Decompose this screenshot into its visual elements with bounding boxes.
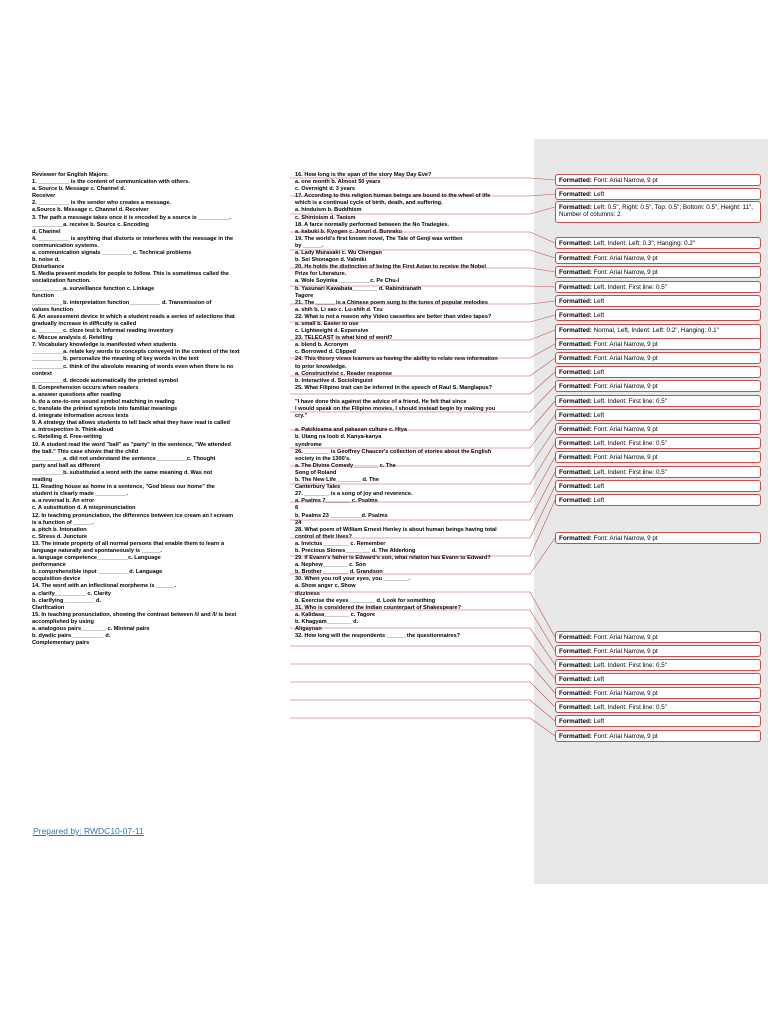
comment-balloon[interactable] bbox=[555, 281, 761, 293]
comment-text: Font: Arial Narrow, 9 pt bbox=[591, 341, 658, 348]
text-line: 8. Comprehension occurs when readers bbox=[32, 384, 139, 391]
text-line: b. The New Life________ d. The bbox=[295, 477, 379, 484]
text-line: 27. ________ is a song of joy and reverence. bbox=[295, 491, 413, 498]
text-line: b. Psalms 23 __________d. Psalms bbox=[295, 512, 388, 519]
text-line: 16. How long is the span of the story May Day Eve? bbox=[295, 172, 432, 178]
comment-label: Formatted: bbox=[559, 634, 592, 641]
comment-text: Font: Arial Narrow, 9 pt bbox=[591, 355, 658, 362]
text-line: a. communication signals __________c. Technical problems bbox=[32, 250, 192, 257]
text-line: c. Stress d. Juncture bbox=[32, 533, 88, 540]
text-line: d. Channel bbox=[32, 228, 61, 235]
text-line: Receiver bbox=[32, 193, 56, 200]
comment-label: Formatted: bbox=[559, 718, 592, 725]
text-line: 7. Vocabulary knowledge is manifested when students bbox=[32, 342, 177, 349]
comment-label: Formatted: bbox=[559, 704, 592, 711]
comment-label: Formatted: bbox=[559, 204, 592, 211]
text-line: __________a. did not understand the sentence__________c. Thought bbox=[32, 455, 216, 462]
text-line: Clarification bbox=[32, 604, 65, 611]
text-line: acquisition device bbox=[32, 576, 81, 583]
text-line: b. Brother ________ d. Grandson bbox=[295, 569, 383, 576]
comment-label: Formatted: bbox=[559, 440, 592, 447]
text-line bbox=[295, 420, 531, 427]
text-line: language naturally and spontaneously is ______. bbox=[32, 547, 162, 554]
comment-balloon[interactable] bbox=[555, 494, 761, 506]
text-line: Complementary pairs bbox=[32, 640, 90, 647]
comment-text: Left bbox=[591, 718, 605, 725]
text-line: 11. Reading house as home in a sentence, "God bless our home" the bbox=[32, 484, 215, 491]
text-line: 29. If Evann's father is Edward's son, what relation has Evann to Edward? bbox=[295, 555, 491, 562]
text-line: c. Lightweight d. Expensive bbox=[295, 328, 369, 335]
comment-balloon[interactable] bbox=[555, 451, 761, 463]
comment-balloon[interactable] bbox=[555, 645, 761, 657]
comment-text: Font: Arial Narrow, 9 pt bbox=[591, 426, 658, 433]
text-line: 13. The innate property of all normal persons that enable them to learn a bbox=[32, 540, 225, 547]
text-line: a. Pakikisama and pakasan culture c. Hiya bbox=[295, 427, 407, 434]
comment-balloon[interactable] bbox=[555, 480, 761, 492]
text-line: Aligaynan bbox=[295, 626, 322, 632]
text-line: a. blend b. Acronym bbox=[295, 342, 349, 349]
comment-balloon[interactable] bbox=[555, 338, 761, 350]
text-line: b. clarifying__________ d. bbox=[32, 597, 102, 604]
comment-text: Font: Arial Narrow, 9 pt bbox=[591, 454, 658, 461]
comment-label: Formatted: bbox=[559, 191, 592, 198]
comment-balloon[interactable] bbox=[555, 309, 761, 321]
text-line: __________d. decode automatically the printed symbol bbox=[32, 377, 179, 384]
text-line: 5. Media present models for people to follow. This is sometimes called the bbox=[32, 271, 229, 278]
text-line: 30. When you roll your eyes, you ________. bbox=[295, 576, 411, 583]
text-line: __________c. think of the absolute meaning of words even when there is no bbox=[32, 363, 234, 370]
comment-balloon[interactable] bbox=[555, 188, 761, 200]
text-line: __________a. surveillance function c. Linkage bbox=[32, 285, 155, 292]
comment-label: Formatted: bbox=[559, 327, 592, 334]
comment-label: Formatted: bbox=[559, 284, 592, 291]
text-line: a. clarify__________ c. Clarity bbox=[32, 590, 111, 597]
text-line: accomplished by using bbox=[32, 618, 94, 625]
text-line: dizziness bbox=[295, 590, 320, 597]
text-line: d. integrate information across texts bbox=[32, 413, 129, 420]
comment-text: Left, Indent: First line: 0.5" bbox=[591, 662, 667, 669]
text-line: 23. TELECAST is what kind of word? bbox=[295, 335, 393, 342]
comment-text: Left bbox=[591, 369, 605, 376]
text-line: a. language competence__________c. Language bbox=[32, 555, 161, 562]
comment-label: Formatted: bbox=[559, 355, 592, 362]
comment-balloon[interactable] bbox=[555, 437, 761, 449]
text-line: Disturbance bbox=[32, 264, 65, 271]
comment-label: Formatted: bbox=[559, 662, 592, 669]
comment-balloon[interactable] bbox=[555, 201, 761, 223]
text-line bbox=[295, 392, 531, 399]
text-line: a.Source b. Message c. Channel d. Receiver bbox=[32, 207, 149, 214]
comment-label: Formatted: bbox=[559, 690, 592, 697]
text-line: a. analogous pairs________ c. Minimal pairs bbox=[32, 626, 150, 632]
comment-label: Formatted: bbox=[559, 383, 592, 390]
comment-text: Left bbox=[591, 497, 605, 504]
comment-label: Formatted: bbox=[559, 398, 592, 405]
text-line: 22. What is not a reason why Video cassettes are better than video tapes? bbox=[295, 313, 492, 320]
text-line: 6. An assessment device in which a student reads a series of selections that bbox=[32, 313, 235, 320]
text-line: 3. The path a message takes once it is encoded by a source is __________. bbox=[32, 214, 231, 221]
comment-balloon[interactable] bbox=[555, 423, 761, 435]
text-line: b. Yasunari Kawabata________ d. Rabindranath bbox=[295, 285, 422, 292]
text-line: 32. How long will the respondents ______ the questionnaires? bbox=[295, 633, 461, 640]
text-line: reading bbox=[32, 477, 53, 484]
text-line: 21. The ______ is a Chinese poem sung to the tunes of popular melodies bbox=[295, 299, 489, 306]
text-line: c. A substitution d. A mispronunciation bbox=[32, 505, 136, 512]
comment-text: Left, Indent: First line: 0.5" bbox=[591, 704, 667, 711]
text-line: 24. This theory views learners as having the ability to relate new information bbox=[295, 356, 498, 363]
text-line: 10. A student read the word "ball" as "party" in the sentence, "We attended bbox=[32, 441, 231, 448]
text-line: Reviewer for English Majors: bbox=[32, 172, 109, 178]
text-line: context bbox=[32, 370, 52, 377]
comment-text: Left bbox=[591, 483, 605, 490]
comment-label: Formatted: bbox=[559, 454, 592, 461]
text-line: cry." bbox=[295, 413, 308, 420]
text-line: c. Retelling d. Free-writing bbox=[32, 434, 102, 441]
text-line: gradually increase in difficulty is called bbox=[32, 320, 137, 327]
comment-text: Left bbox=[591, 298, 605, 305]
comment-balloon[interactable] bbox=[555, 532, 761, 544]
comment-text: Left, Indent: First line: 0.5" bbox=[591, 284, 667, 291]
text-line: a. Psalms 7________ c. Psalms bbox=[295, 498, 378, 505]
comment-text: Left: 0.5", Right: 0.5", Top: 0.5", Bottom: 0.5", Height: 11", Number of columns: 2 bbox=[559, 204, 753, 219]
comment-balloon[interactable] bbox=[555, 252, 761, 264]
text-line: 28. What poem of William Ernest Henley is about human beings having total bbox=[295, 526, 497, 533]
text-line: "I have done this against the advice of a friend. He felt that since bbox=[295, 399, 467, 405]
text-line: 2. __________ is the sender who creates a message. bbox=[32, 200, 171, 207]
text-line: a. Invictus ________ c. Remember bbox=[295, 540, 386, 547]
text-line: b. dyadic pairs __________ d. bbox=[32, 633, 111, 640]
comment-text: Font: Arial Narrow, 9 pt bbox=[591, 269, 658, 276]
comment-text: Normal, Left, Indent: Left: 0.2", Hanging: 0.1" bbox=[591, 327, 719, 334]
comment-balloon[interactable] bbox=[555, 659, 761, 671]
text-line: values function bbox=[32, 306, 74, 313]
comment-label: Formatted: bbox=[559, 497, 592, 504]
text-line: a. small b. Easier to use bbox=[295, 320, 359, 327]
prepared-by-link[interactable]: Prepared by: RWDC10-07-11 bbox=[33, 826, 144, 836]
comment-label: Formatted: bbox=[559, 240, 592, 247]
text-line: b. Khagyam________ d. bbox=[295, 618, 359, 625]
text-line: Song of Roland bbox=[295, 469, 337, 476]
text-line: 17. According to this religion human beings are bound to the wheel of life bbox=[295, 193, 491, 200]
comment-label: Formatted: bbox=[559, 483, 592, 490]
text-line: c. translate the printed symbols into familiar meanings bbox=[32, 406, 178, 413]
comment-balloon[interactable] bbox=[555, 266, 761, 278]
text-line: party and ball as different bbox=[32, 462, 101, 469]
text-line: a. Source b. Message c. Channel d. bbox=[32, 186, 126, 193]
text-line: syndrome bbox=[295, 441, 322, 448]
text-line: b. Precious Stones________ d. The Alderking bbox=[295, 547, 416, 554]
text-line: 15. In teaching pronunciation, showing the contrast between /i/ and /I/ is best bbox=[32, 611, 237, 618]
text-line: socialization function. bbox=[32, 278, 91, 285]
text-line: student is clearly made __________. bbox=[32, 491, 129, 498]
comment-text: Font: Arial Narrow, 9 pt bbox=[591, 255, 658, 262]
text-line: is a function of ______. bbox=[32, 519, 94, 526]
comment-label: Formatted: bbox=[559, 412, 592, 419]
text-line: a. Show anger c. Show bbox=[295, 583, 356, 590]
text-line: c. Overnight d. 3 years bbox=[295, 186, 356, 193]
comment-text: Left, Indent: First line: 0.5" bbox=[591, 398, 667, 405]
text-line: 31. Who is considered the Indian counterpart of Shakespeare? bbox=[295, 604, 461, 611]
comment-text: Font: Arial Narrow, 9 pt bbox=[591, 177, 658, 184]
text-line: 20. He holds the distinction of being the First Asian to receive the Nobel bbox=[295, 264, 486, 271]
text-line: 19. The world's first known novel, The Tale of Genji was written bbox=[295, 235, 463, 242]
text-line: a. Wole Soyinka __________c. Pe Chu-I bbox=[295, 278, 400, 285]
text-line: a. kabuki b. Kyogen c. Joruri d. Bunraku bbox=[295, 228, 402, 235]
text-line: 18. A farce normally performed between the No Tradegies. bbox=[295, 221, 450, 228]
text-line: 8 bbox=[295, 505, 299, 512]
text-line: to prior knowledge. bbox=[295, 363, 347, 370]
comment-text: Left, Indent: First line: 0.5" bbox=[591, 440, 667, 447]
comment-label: Formatted: bbox=[559, 535, 592, 542]
text-line: a. pitch b. Intonation bbox=[32, 526, 87, 533]
right-column bbox=[295, 172, 531, 640]
comment-balloon[interactable] bbox=[555, 380, 761, 392]
text-line: a. Constructivist c. Reader response bbox=[295, 370, 392, 377]
text-line: 26. ________ is Geoffrey Chaucer's collection of stories about the English bbox=[295, 448, 492, 455]
text-line: Canterbury Tales bbox=[295, 484, 341, 491]
text-line: a. Lady Murasaki c. Wu Chengan bbox=[295, 250, 382, 257]
text-line: c. Borrowed d. Clipped bbox=[295, 349, 356, 356]
text-line: 14. The word with an inflectional morpheme is ______. bbox=[32, 583, 177, 590]
text-line: function bbox=[32, 292, 55, 299]
comment-balloon[interactable] bbox=[555, 631, 761, 643]
text-line: performance bbox=[32, 562, 66, 569]
text-line: a. hinduism b. Buddhism bbox=[295, 207, 362, 214]
text-line: a. Kalidasa________ c. Tagore bbox=[295, 611, 376, 618]
comment-label: Formatted: bbox=[559, 312, 592, 319]
text-line: __________b. substituted a word with the same meaning d. Was not bbox=[32, 469, 213, 476]
text-line: __________a. receive b. Source c. Encoding bbox=[32, 221, 149, 228]
comment-balloon[interactable] bbox=[555, 237, 761, 249]
comment-label: Formatted: bbox=[559, 298, 592, 305]
text-line: a. Nephew________ c. Son bbox=[295, 562, 366, 569]
text-line: a. shih b. Li sao c. Lu-shih d. Tzu bbox=[295, 306, 383, 313]
comment-text: Left, Indent: Left: 0.3", Hanging: 0.2" bbox=[591, 240, 696, 247]
comment-text: Left bbox=[591, 191, 605, 198]
comment-balloon[interactable] bbox=[555, 352, 761, 364]
text-line: a. introspection b. Think-aloud bbox=[32, 427, 114, 434]
text-line: a. answer questions after reading bbox=[32, 391, 121, 398]
comment-balloon[interactable] bbox=[555, 395, 761, 407]
text-line: 24 bbox=[295, 519, 302, 526]
text-line: a. a reversal b. An error bbox=[32, 498, 95, 505]
text-line: b. Sei Shonagon d. Valmiki bbox=[295, 257, 367, 264]
text-line: the ball." This case shows that the child bbox=[32, 448, 139, 455]
comment-label: Formatted: bbox=[559, 369, 592, 376]
comment-label: Formatted: bbox=[559, 341, 592, 348]
comment-text: Font: Arial Narrow, 9 pt bbox=[591, 383, 658, 390]
comment-label: Formatted: bbox=[559, 426, 592, 433]
text-line: a. one month b. Almost 50 years bbox=[295, 179, 381, 186]
text-line: b. Exercise the eyes ________ d. Look for something bbox=[295, 597, 436, 604]
comment-text: Left bbox=[591, 412, 605, 419]
comment-balloon[interactable] bbox=[555, 701, 761, 713]
comment-text: Font: Arial Narrow, 9 pt bbox=[591, 733, 658, 740]
comment-text: Left bbox=[591, 676, 605, 683]
comment-text: Font: Arial Narrow, 9 pt bbox=[591, 648, 658, 655]
text-line: 25. What Filipino trait can be inferred in the speech of Raul S. Manglapus? bbox=[295, 384, 493, 391]
text-line: society in the 1300's. bbox=[295, 455, 351, 462]
comment-balloon[interactable] bbox=[555, 174, 761, 186]
text-line: a. The Divine Comedy________ c. The bbox=[295, 462, 396, 469]
text-line: __________b. interpretation function__________ d. Transmission of bbox=[32, 299, 212, 306]
comment-text: Left bbox=[591, 312, 605, 319]
text-line: c. Shintoism d. Taoism bbox=[295, 214, 356, 221]
text-line: b. Interactive d. Sociolinguist bbox=[295, 377, 373, 384]
text-line: 1. __________ is the content of communication with others. bbox=[32, 179, 190, 186]
comment-balloon[interactable] bbox=[555, 730, 761, 742]
text-line: __________a. relate key words to concepts conveyed in the context of the text bbox=[32, 349, 240, 356]
comment-balloon[interactable] bbox=[555, 687, 761, 699]
text-line: by ______. bbox=[295, 242, 324, 249]
comment-balloon[interactable] bbox=[555, 366, 761, 378]
comment-label: Formatted: bbox=[559, 255, 592, 262]
comment-text: Font: Arial Narrow, 9 pt bbox=[591, 535, 658, 542]
comment-label: Formatted: bbox=[559, 733, 592, 740]
text-line: Prize for Literature. bbox=[295, 271, 347, 278]
comment-label: Formatted: bbox=[559, 469, 592, 476]
text-line: b. noise d. bbox=[32, 257, 60, 264]
text-line: __________b. personalize the meaning of key words in the text bbox=[32, 356, 199, 363]
text-line: I would speak on the Filipino movies, I should instead begin by making you bbox=[295, 406, 496, 413]
text-line: c. Miscue analysis d. Retelling bbox=[32, 335, 113, 342]
text-line: b. do a one-to-one sound symbol matching in reading bbox=[32, 399, 175, 405]
text-line: which is a continual cycle of birth, death, and suffering. bbox=[295, 200, 443, 207]
text-line: 9. A strategy that allows students to tell back what they have read is called bbox=[32, 420, 230, 427]
comment-balloon[interactable] bbox=[555, 295, 761, 307]
text-line: b. Utang na loob d. Kanya-kanya bbox=[295, 434, 382, 441]
comment-label: Formatted: bbox=[559, 676, 592, 683]
comment-balloon[interactable] bbox=[555, 715, 761, 727]
comment-text: Font: Arial Narrow, 9 pt bbox=[591, 690, 658, 697]
markup-margin-pane bbox=[534, 139, 768, 884]
comment-text: Font: Arial Narrow, 9 pt bbox=[591, 634, 658, 641]
comment-label: Formatted: bbox=[559, 177, 592, 184]
comment-label: Formatted: bbox=[559, 648, 592, 655]
text-line: b. comprehensible input __________d. Language bbox=[32, 569, 163, 576]
comment-balloon[interactable] bbox=[555, 673, 761, 685]
comment-balloon[interactable] bbox=[555, 466, 761, 478]
text-line: communication systems. bbox=[32, 242, 99, 249]
text-line: a. ________c. cloze test b. Informal reading inventory bbox=[32, 328, 174, 335]
text-line: 12. In teaching pronunciation, the difference between ice cream an I scream bbox=[32, 512, 234, 519]
text-line: control of their lives? bbox=[295, 533, 352, 540]
text-line: 4. __________ is anything that distorts or interferes with the message in the bbox=[32, 235, 234, 242]
comment-label: Formatted: bbox=[559, 269, 592, 276]
text-line: Tagore bbox=[295, 292, 314, 299]
left-column bbox=[32, 172, 290, 647]
comment-balloon[interactable] bbox=[555, 409, 761, 421]
comment-text: Left, Indent: First line: 0.5" bbox=[591, 469, 667, 476]
